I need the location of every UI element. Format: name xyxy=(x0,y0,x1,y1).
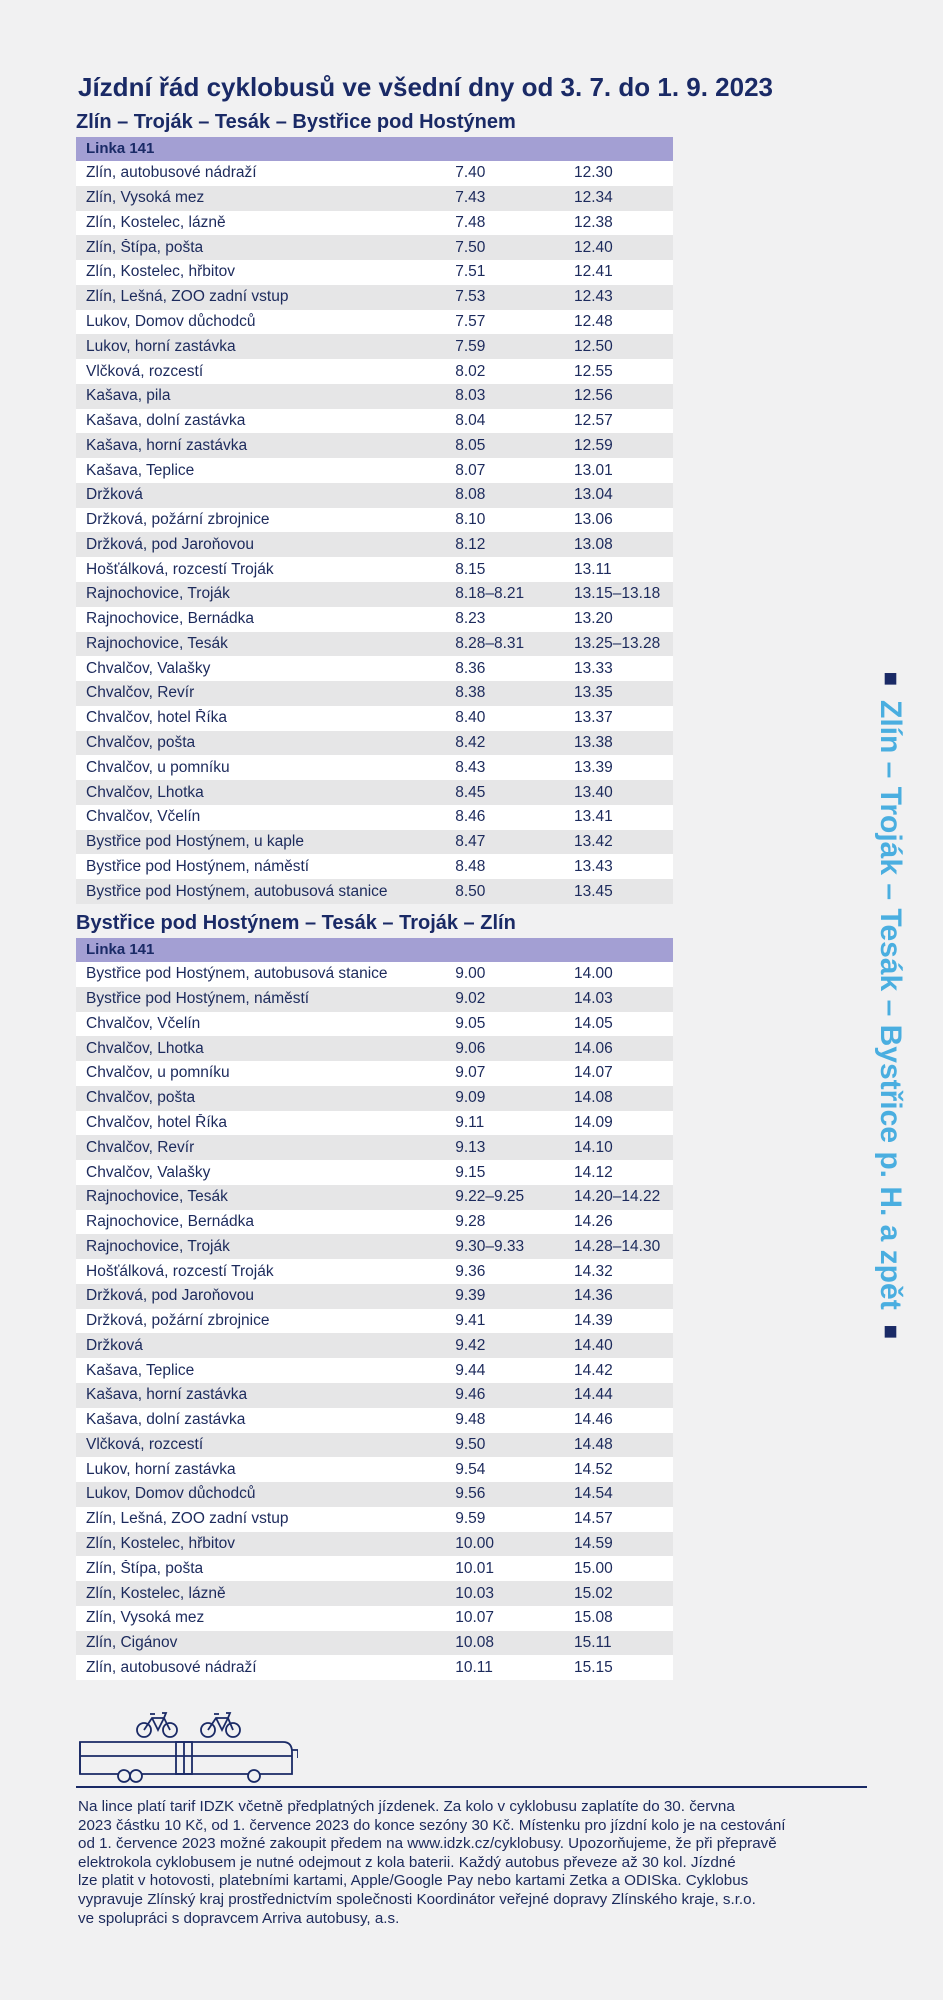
table-row xyxy=(76,483,673,508)
departure-time-1: 9.06 xyxy=(455,1039,486,1057)
departure-time-2: 14.54 xyxy=(574,1485,613,1503)
table-row xyxy=(76,987,673,1012)
stop-name: Zlín, Vysoká mez xyxy=(86,1609,205,1627)
table-row xyxy=(76,656,673,681)
departure-time-2: 12.57 xyxy=(574,412,613,430)
departure-time-2: 13.20 xyxy=(574,610,613,628)
stop-name: Rajnochovice, Troják xyxy=(86,585,230,603)
line-header: Linka 141 xyxy=(76,938,673,962)
departure-time-1: 8.47 xyxy=(455,833,486,851)
departure-time-1: 9.28 xyxy=(455,1213,486,1231)
departure-time-1: 8.45 xyxy=(455,783,486,801)
stop-name: Kašava, dolní zastávka xyxy=(86,1411,246,1429)
timetable-outbound xyxy=(76,137,673,904)
departure-time-1: 9.22–9.25 xyxy=(455,1188,525,1206)
table-row xyxy=(76,1135,673,1160)
departure-time-1: 10.03 xyxy=(455,1584,495,1602)
table-row xyxy=(76,1061,673,1086)
table-row xyxy=(76,186,673,211)
stop-name: Kašava, horní zastávka xyxy=(86,1386,248,1404)
departure-time-2: 14.48 xyxy=(574,1435,613,1453)
square-icon: ■ xyxy=(877,665,904,693)
line-header: Linka 141 xyxy=(76,137,673,161)
table-row xyxy=(76,161,673,186)
table-row xyxy=(76,508,673,533)
footer-line: elektrokola cyklobusem je nutné odejmout z kola baterii. Každý autobus převeze až 30 kol. Jízdné xyxy=(78,1853,736,1871)
table-row xyxy=(76,1408,673,1433)
stop-name: Zlín, Kostelec, hřbitov xyxy=(86,263,236,281)
departure-time-2: 14.39 xyxy=(574,1312,613,1330)
departure-time-1: 8.18–8.21 xyxy=(455,585,525,603)
departure-time-1: 9.11 xyxy=(455,1113,485,1131)
stop-name: Hošťálková, rozcestí Troják xyxy=(86,1262,274,1280)
departure-time-1: 9.39 xyxy=(455,1287,486,1305)
table-row xyxy=(76,607,673,632)
footer-line: od 1. července 2023 možné zakoupit předem na www.idzk.cz/cyklobusy. Upozorňujeme, že při přepravě xyxy=(78,1835,777,1853)
departure-time-1: 9.13 xyxy=(455,1138,486,1156)
departure-time-1: 7.59 xyxy=(455,337,486,355)
table-row xyxy=(76,681,673,706)
departure-time-2: 12.30 xyxy=(574,164,613,182)
departure-time-2: 14.26 xyxy=(574,1213,613,1231)
stop-name: Bystřice pod Hostýnem, autobusová stanice xyxy=(86,965,388,983)
departure-time-1: 8.38 xyxy=(455,684,486,702)
departure-time-2: 12.50 xyxy=(574,337,613,355)
stop-name: Kašava, Teplice xyxy=(86,1361,195,1379)
table-row xyxy=(76,1234,673,1259)
departure-time-2: 12.59 xyxy=(574,436,613,454)
stop-name: Chvalčov, Revír xyxy=(86,684,195,702)
table-row xyxy=(76,1556,673,1581)
stop-name: Chvalčov, Revír xyxy=(86,1138,195,1156)
table-row xyxy=(76,1036,673,1061)
departure-time-2: 12.43 xyxy=(574,288,613,306)
departure-time-1: 10.01 xyxy=(455,1559,495,1577)
departure-time-1: 9.46 xyxy=(455,1386,486,1404)
section-title-return: Bystřice pod Hostýnem – Tesák – Troják – Zlín xyxy=(76,912,516,934)
table-row xyxy=(76,1086,673,1111)
departure-time-2: 13.39 xyxy=(574,758,613,776)
table-row xyxy=(76,805,673,830)
table-row xyxy=(76,1185,673,1210)
stop-name: Zlín, Lešná, ZOO zadní vstup xyxy=(86,1510,289,1528)
departure-time-2: 14.59 xyxy=(574,1534,613,1552)
departure-time-1: 8.03 xyxy=(455,387,486,405)
stop-name: Kašava, dolní zastávka xyxy=(86,412,246,430)
timetable-rows xyxy=(76,161,673,904)
stop-name: Držková xyxy=(86,1336,143,1354)
stop-name: Zlín, Štípa, pošta xyxy=(86,238,204,256)
table-row xyxy=(76,1581,673,1606)
stop-name: Zlín, autobusové nádraží xyxy=(86,164,257,182)
departure-time-1: 8.12 xyxy=(455,535,486,553)
departure-time-2: 14.12 xyxy=(574,1163,613,1181)
departure-time-1: 7.40 xyxy=(455,164,486,182)
stop-name: Chvalčov, pošta xyxy=(86,1089,196,1107)
stop-name: Bystřice pod Hostýnem, u kaple xyxy=(86,833,304,851)
departure-time-2: 14.09 xyxy=(574,1113,613,1131)
departure-time-1: 9.36 xyxy=(455,1262,486,1280)
departure-time-1: 10.00 xyxy=(455,1534,495,1552)
page-title: Jízdní řád cyklobusů ve všední dny od 3. 7. do 1. 9. 2023 xyxy=(78,72,774,102)
table-row xyxy=(76,334,673,359)
departure-time-2: 13.25–13.28 xyxy=(574,634,661,652)
table-row xyxy=(76,1507,673,1532)
stop-name: Bystřice pod Hostýnem, náměstí xyxy=(86,990,310,1008)
table-row xyxy=(76,1631,673,1656)
departure-time-1: 9.41 xyxy=(455,1312,486,1330)
table-row xyxy=(76,310,673,335)
table-row xyxy=(76,1160,673,1185)
stop-name: Chvalčov, Včelín xyxy=(86,808,201,826)
table-row xyxy=(76,1457,673,1482)
departure-time-1: 9.59 xyxy=(455,1510,486,1528)
stop-name: Zlín, Kostelec, lázně xyxy=(86,213,226,231)
table-row xyxy=(76,384,673,409)
departure-time-2: 13.11 xyxy=(574,560,612,578)
departure-time-1: 9.50 xyxy=(455,1435,486,1453)
departure-time-2: 13.40 xyxy=(574,783,613,801)
departure-time-2: 12.38 xyxy=(574,213,613,231)
departure-time-1: 9.54 xyxy=(455,1460,486,1478)
departure-time-2: 12.41 xyxy=(574,263,613,281)
timetable-return xyxy=(76,938,673,1680)
stop-name: Chvalčov, Včelín xyxy=(86,1014,201,1032)
departure-time-1: 7.57 xyxy=(455,312,486,330)
stop-name: Rajnochovice, Troják xyxy=(86,1237,230,1255)
departure-time-1: 8.04 xyxy=(455,412,486,430)
table-row xyxy=(76,1358,673,1383)
stop-name: Chvalčov, Valašky xyxy=(86,659,211,677)
table-row xyxy=(76,1012,673,1037)
departure-time-2: 12.40 xyxy=(574,238,613,256)
section-title-outbound: Zlín – Troják – Tesák – Bystřice pod Hostýnem xyxy=(76,111,516,133)
departure-time-1: 9.30–9.33 xyxy=(455,1237,525,1255)
departure-time-1: 8.08 xyxy=(455,486,486,504)
table-row xyxy=(76,632,673,657)
table-row xyxy=(76,962,673,987)
stop-name: Držková, požární zbrojnice xyxy=(86,1312,270,1330)
table-row xyxy=(76,1383,673,1408)
departure-time-1: 9.42 xyxy=(455,1336,486,1354)
table-row xyxy=(76,755,673,780)
departure-time-2: 13.33 xyxy=(574,659,613,677)
departure-time-1: 8.10 xyxy=(455,511,486,529)
departure-time-1: 8.05 xyxy=(455,436,486,454)
stop-name: Lukov, horní zastávka xyxy=(86,1460,236,1478)
footer-line: Na lince platí tarif IDZK včetně předplatných jízdenek. Za kolo v cyklobusu zaplatíte do 30. června xyxy=(78,1798,735,1815)
footer-line: 2023 částku 10 Kč, od 1. července 2023 do konce sezóny 30 Kč. Místenku pro jízdní kolo je na cestování xyxy=(78,1816,786,1834)
departure-time-1: 9.56 xyxy=(455,1485,486,1503)
departure-time-2: 15.11 xyxy=(574,1634,612,1652)
departure-time-1: 9.02 xyxy=(455,990,486,1008)
departure-time-2: 14.08 xyxy=(574,1089,613,1107)
departure-time-2: 13.08 xyxy=(574,535,613,553)
stop-name: Kašava, pila xyxy=(86,387,171,405)
table-row xyxy=(76,458,673,483)
departure-time-2: 13.42 xyxy=(574,833,613,851)
square-icon: ■ xyxy=(877,1317,904,1345)
stop-name: Vlčková, rozcestí xyxy=(86,1435,204,1453)
departure-time-1: 9.05 xyxy=(455,1014,486,1032)
departure-time-2: 15.08 xyxy=(574,1609,613,1627)
departure-time-2: 13.04 xyxy=(574,486,613,504)
departure-time-1: 8.15 xyxy=(455,560,486,578)
departure-time-2: 13.06 xyxy=(574,511,613,529)
route-side-label xyxy=(870,640,910,1370)
departure-time-1: 9.07 xyxy=(455,1064,486,1082)
departure-time-1: 10.08 xyxy=(455,1634,495,1652)
departure-time-2: 13.38 xyxy=(574,733,613,751)
table-row xyxy=(76,1433,673,1458)
departure-time-1: 8.36 xyxy=(455,659,486,677)
departure-time-1: 10.07 xyxy=(455,1609,495,1627)
stop-name: Chvalčov, hotel Říka xyxy=(86,1113,227,1131)
table-row xyxy=(76,854,673,879)
table-row xyxy=(76,1284,673,1309)
departure-time-2: 12.34 xyxy=(574,189,613,207)
table-row xyxy=(76,1111,673,1136)
departure-time-1: 8.42 xyxy=(455,733,486,751)
footer-line: vypravuje Zlínský kraj prostřednictvím společnosti Koordinátor veřejné dopravy Zlínského kraje, s.r.o. xyxy=(78,1890,756,1908)
table-row xyxy=(76,731,673,756)
stop-name: Lukov, horní zastávka xyxy=(86,337,236,355)
bus-with-bicycles-icon xyxy=(78,1700,298,1784)
departure-time-2: 14.32 xyxy=(574,1262,613,1280)
departure-time-1: 8.43 xyxy=(455,758,486,776)
table-row xyxy=(76,1606,673,1631)
departure-time-1: 9.09 xyxy=(455,1089,486,1107)
stop-name: Zlín, Lešná, ZOO zadní vstup xyxy=(86,288,289,306)
departure-time-1: 9.48 xyxy=(455,1411,486,1429)
departure-time-2: 13.41 xyxy=(574,808,613,826)
departure-time-2: 15.02 xyxy=(574,1584,613,1602)
table-row xyxy=(76,409,673,434)
stop-name: Lukov, Domov důchodců xyxy=(86,1485,256,1503)
footer-note xyxy=(78,1798,868,1928)
table-row xyxy=(76,706,673,731)
stop-name: Chvalčov, hotel Říka xyxy=(86,709,227,727)
table-row xyxy=(76,1259,673,1284)
stop-name: Zlín, Štípa, pošta xyxy=(86,1559,204,1577)
route-side-label-text: Zlín – Troják – Tesák – Bystřice p. H. a zpět xyxy=(874,700,907,1310)
departure-time-2: 14.05 xyxy=(574,1014,613,1032)
departure-time-2: 12.48 xyxy=(574,312,613,330)
departure-time-2: 13.43 xyxy=(574,857,613,875)
departure-time-2: 14.06 xyxy=(574,1039,613,1057)
stop-name: Rajnochovice, Bernádka xyxy=(86,610,255,628)
table-row xyxy=(76,830,673,855)
stop-name: Kašava, Teplice xyxy=(86,461,195,479)
departure-time-1: 7.50 xyxy=(455,238,486,256)
departure-time-2: 14.46 xyxy=(574,1411,613,1429)
table-row xyxy=(76,532,673,557)
stop-name: Rajnochovice, Tesák xyxy=(86,634,228,652)
departure-time-2: 14.57 xyxy=(574,1510,613,1528)
table-row xyxy=(76,1482,673,1507)
table-row xyxy=(76,780,673,805)
stop-name: Chvalčov, u pomníku xyxy=(86,1064,230,1082)
departure-time-2: 13.35 xyxy=(574,684,613,702)
stop-name: Kašava, horní zastávka xyxy=(86,436,248,454)
departure-time-1: 10.11 xyxy=(455,1658,493,1676)
departure-time-2: 13.01 xyxy=(574,461,613,479)
table-row xyxy=(76,285,673,310)
departure-time-2: 13.45 xyxy=(574,882,613,900)
departure-time-2: 13.37 xyxy=(574,709,613,727)
departure-time-1: 8.46 xyxy=(455,808,486,826)
table-row xyxy=(76,211,673,236)
table-row xyxy=(76,1210,673,1235)
stop-name: Zlín, Kostelec, hřbitov xyxy=(86,1534,236,1552)
stop-name: Chvalčov, u pomníku xyxy=(86,758,230,776)
departure-time-2: 14.40 xyxy=(574,1336,613,1354)
departure-time-2: 14.28–14.30 xyxy=(574,1237,661,1255)
departure-time-1: 7.53 xyxy=(455,288,486,306)
departure-time-2: 14.07 xyxy=(574,1064,613,1082)
table-row xyxy=(76,433,673,458)
stop-name: Rajnochovice, Bernádka xyxy=(86,1213,255,1231)
table-row xyxy=(76,557,673,582)
stop-name: Zlín, Vysoká mez xyxy=(86,189,205,207)
stop-name: Bystřice pod Hostýnem, autobusová stanice xyxy=(86,882,388,900)
departure-time-2: 15.15 xyxy=(574,1658,613,1676)
stop-name: Držková, pod Jaroňovou xyxy=(86,535,255,553)
departure-time-2: 15.00 xyxy=(574,1559,613,1577)
departure-time-2: 12.56 xyxy=(574,387,613,405)
departure-time-1: 8.50 xyxy=(455,882,486,900)
departure-time-1: 9.15 xyxy=(455,1163,486,1181)
stop-name: Zlín, Kostelec, lázně xyxy=(86,1584,226,1602)
table-row xyxy=(76,1532,673,1557)
departure-time-1: 9.00 xyxy=(455,965,486,983)
stop-name: Chvalčov, Valašky xyxy=(86,1163,211,1181)
departure-time-1: 8.28–8.31 xyxy=(455,634,525,652)
stop-name: Vlčková, rozcestí xyxy=(86,362,204,380)
departure-time-1: 8.48 xyxy=(455,857,486,875)
stop-name: Držková, požární zbrojnice xyxy=(86,511,270,529)
departure-time-1: 7.51 xyxy=(455,263,486,281)
stop-name: Zlín, autobusové nádraží xyxy=(86,1658,257,1676)
stop-name: Bystřice pod Hostýnem, náměstí xyxy=(86,857,310,875)
stop-name: Lukov, Domov důchodců xyxy=(86,312,256,330)
table-row xyxy=(76,359,673,384)
departure-time-1: 9.44 xyxy=(455,1361,486,1379)
table-row xyxy=(76,1333,673,1358)
stop-name: Držková, pod Jaroňovou xyxy=(86,1287,255,1305)
departure-time-1: 8.07 xyxy=(455,461,486,479)
departure-time-2: 14.44 xyxy=(574,1386,613,1404)
stop-name: Hošťálková, rozcestí Troják xyxy=(86,560,274,578)
departure-time-2: 13.15–13.18 xyxy=(574,585,661,603)
table-row xyxy=(76,1655,673,1680)
stop-name: Chvalčov, Lhotka xyxy=(86,783,204,801)
departure-time-1: 8.23 xyxy=(455,610,486,628)
departure-time-2: 14.42 xyxy=(574,1361,613,1379)
table-row xyxy=(76,260,673,285)
departure-time-1: 8.02 xyxy=(455,362,486,380)
table-row xyxy=(76,235,673,260)
stop-name: Zlín, Cigánov xyxy=(86,1634,178,1652)
departure-time-2: 14.52 xyxy=(574,1460,613,1478)
timetable-rows xyxy=(76,962,673,1680)
table-row xyxy=(76,879,673,904)
departure-time-2: 14.10 xyxy=(574,1138,613,1156)
footer-line: ve spolupráci s dopravcem Arriva autobusy, a.s. xyxy=(78,1909,400,1927)
departure-time-1: 7.43 xyxy=(455,189,486,207)
departure-time-1: 8.40 xyxy=(455,709,486,727)
departure-time-2: 12.55 xyxy=(574,362,613,380)
divider xyxy=(76,1786,867,1788)
stop-name: Rajnochovice, Tesák xyxy=(86,1188,228,1206)
departure-time-2: 14.20–14.22 xyxy=(574,1188,661,1206)
footer-line: lze platit v hotovosti, platebními kartami, Apple/Google Pay nebo kartami Zetka a ODISka. Cyklobus xyxy=(78,1872,749,1890)
stop-name: Držková xyxy=(86,486,143,504)
stop-name: Chvalčov, pošta xyxy=(86,733,196,751)
departure-time-1: 7.48 xyxy=(455,213,486,231)
table-row xyxy=(76,582,673,607)
departure-time-2: 14.00 xyxy=(574,965,613,983)
departure-time-2: 14.36 xyxy=(574,1287,613,1305)
departure-time-2: 14.03 xyxy=(574,990,613,1008)
table-row xyxy=(76,1309,673,1334)
stop-name: Chvalčov, Lhotka xyxy=(86,1039,204,1057)
